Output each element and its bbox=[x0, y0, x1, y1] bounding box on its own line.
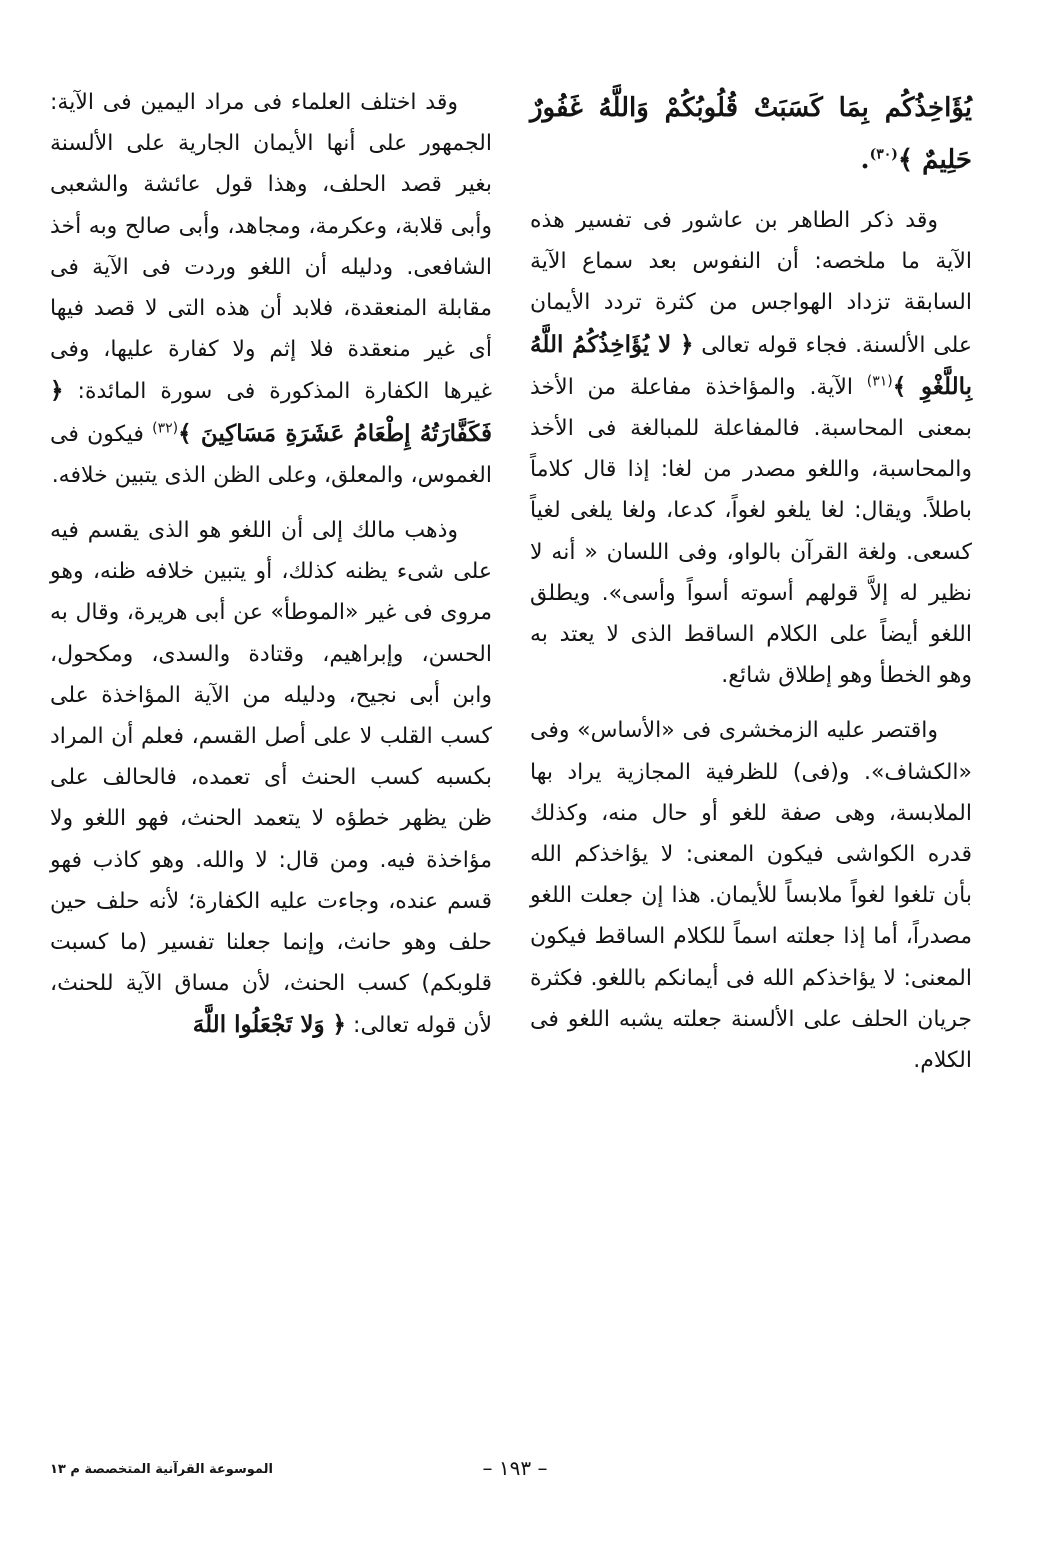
paragraph-zamakhshari: واقتصر عليه الزمخشرى فى «الأساس» وفى «الكشاف». و(فى) للظرفية المجازية يراد بها الملابسة، وهى صفة للغو أو حال منه، وكذلك قدره الكواشى فيكون المعنى: لا يؤاخذكم الله بأن تلغوا لغواً ملابساً للأيمان. هذا إن جعلت اللغو مصدراً، أما إذا جعلته اسماً للكلام الساقط فيكون المعنى: لا يؤاخذكم الله فى أيمانكم باللغو. فكثرة جريان الحلف على الألسنة جعلته يشبه اللغو فى الكلام. bbox=[530, 718, 972, 1074]
paragraph-text: وذهب مالك إلى أن اللغو هو الذى يقسم فيه على شىء يظنه كذلك، أو يتبين خلافه ظنه، وهو مروى فى غير «الموطأ» عن أبى هريرة، وقال به الحسن، وإبراهيم، وقتادة والسدى، ومكحول، وابن أبى نجيح، ودليله من الآية المؤاخذة على كسب القلب لا على أصل القسم، فعلم أن المراد بكسبه كسب الحنث أى تعمده، فالحالف على ظن يظهر خطؤه لا يتعمد الحنث، فهو اللغو ولا مؤاخذة فيه. ومن قال: لا والله. وهو كاذب فهو قسم عنده، وجاءت عليه الكفارة؛ لأنه حلف حين حلف وهو حانث، وإنما جعلنا تفسير (ما كسبت قلوبكم) كسب الحنث، لأن مساق الآية للحنث، لأن قوله تعالى: bbox=[50, 518, 492, 1039]
paragraph-malik bbox=[50, 510, 492, 1047]
paragraph-text: وقد ذكر الطاهر بن عاشور فى تفسير هذه الآية ما ملخصه: أن النفوس بعد سماع الآية السابقة تزداد الهواجس من كثرة تردد الأيمان على الألسنة. فجاء قوله تعالى bbox=[530, 208, 972, 358]
paragraph-text: فيكون فى الغموس، والمعلق، وعلى الظن الذى يتبين خلافه. bbox=[50, 421, 492, 488]
footnote-marker-31: (٣١) bbox=[866, 373, 893, 390]
series-title: الموسوعة القرآنية المتخصصة م ١٣ bbox=[50, 1462, 273, 1477]
footnote-marker-32: (٣٢) bbox=[152, 420, 179, 437]
paragraph-ibn-ashur bbox=[530, 200, 972, 696]
verse-head-text: يُؤَاخِذُكُم بِمَا كَسَبَتْ قُلُوبُكُمْ وَاللَّهُ غَفُورٌ حَلِيمٌ ﴾ bbox=[530, 93, 972, 175]
footnote-marker-30: (٣٠) bbox=[869, 146, 898, 163]
paragraph-scholars-differ bbox=[50, 82, 492, 496]
left-column bbox=[50, 82, 492, 1047]
quran-verse-kaffara: ﴿ فَكَفَّارَتُهُ إِطْعَامُ عَشَرَةِ مَسَاكِينَ ﴾ bbox=[50, 377, 492, 447]
paragraph-text: وقد اختلف العلماء فى مراد اليمين فى الآية: الجمهور على أنها الأيمان الجارية على الألسنة بغير قصد الحلف، وهذا قول عائشة والشعبى وأبى قلابة، وعكرمة، ومجاهد، وأبى صالح وبه أخذ الشافعى. ودليله أن اللغو وردت فى الآية فى مقابلة المنعقدة، فلابد أن هذه التى لا قصد فيها أى غير منعقدة فلا إثم ولا كفارة عليها، وفى غيرها الكفارة المذكورة فى سورة المائدة: bbox=[50, 90, 492, 405]
paragraph-text: الآية. والمؤاخذة مفاعلة من الأخذ بمعنى المحاسبة. فالمفاعلة للمبالغة فى الأخذ والمحاسبة، واللغو مصدر من لغا: إذا قال كلاماً باطلاً. ويقال: لغا يلغو لغواً، كدعا، ولغا يلغى لغياً كسعى. ولغة القرآن بالواو، وفى اللسان « أنه لا نظير له إلاَّ قولهم أسوته أسواً وأسى». ويطلق اللغو أيضاً على الكلام الساقط الذى لا يعتد به وهو الخطأ وهو إطلاق شائع. bbox=[530, 374, 972, 689]
page-footer bbox=[50, 1456, 972, 1486]
page-number: – ١٩٣ – bbox=[482, 1456, 548, 1480]
quran-verse-laghw: ﴿ لا يُؤَاخِذُكُمُ اللَّهُ بِاللَّغْوِ ﴾ bbox=[530, 330, 972, 400]
right-column bbox=[530, 82, 972, 1081]
quran-verse-la-tajalu: ﴿ وَلا تَجْعَلُوا اللَّهَ bbox=[192, 1011, 347, 1039]
verse-continuation: يُؤَاخِذُكُم بِمَا كَسَبَتْ قُلُوبُكُمْ وَاللَّهُ غَفُورٌ حَلِيمٌ ﴾$^{(٣٠)}$. bbox=[530, 93, 972, 175]
